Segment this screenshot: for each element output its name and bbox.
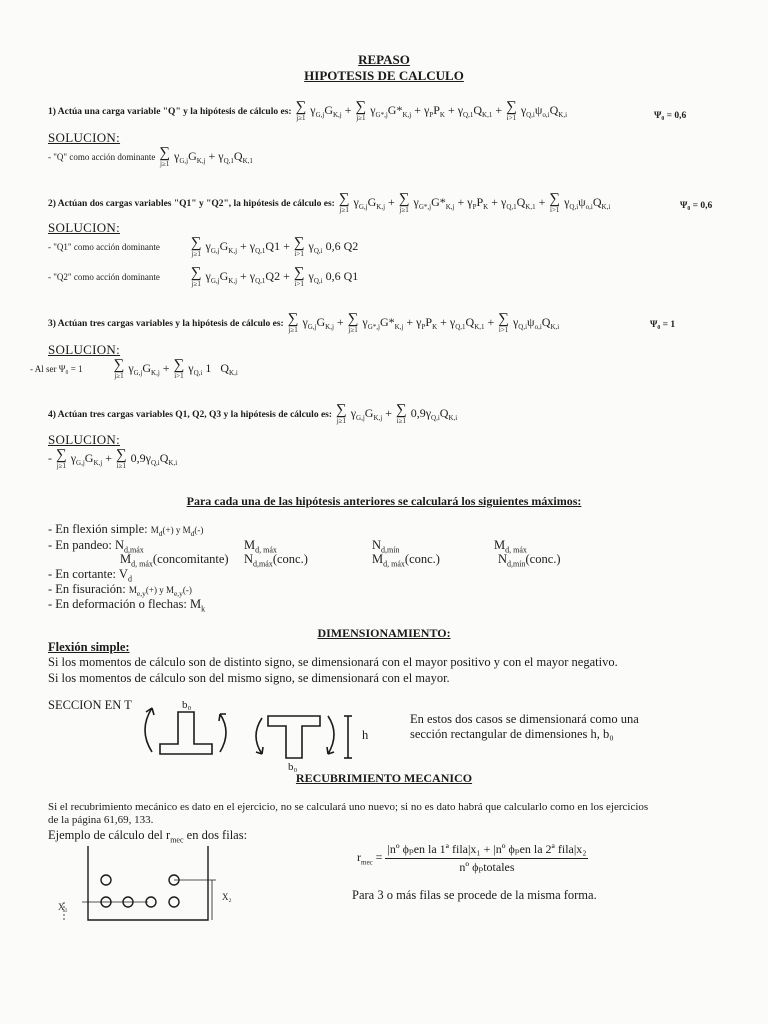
q2-psi: Ψ₀ = 0,6 xyxy=(680,201,713,211)
pandeo-label: - En pandeo: xyxy=(48,538,112,552)
q3-text: 3) Actúan tres cargas variables y la hipótesis de cálculo es: xyxy=(48,318,284,329)
pandeo-col3: $N_{d,mín}$ xyxy=(372,538,400,555)
q3-case-label: - Al ser Ψ₀ = 1 xyxy=(30,363,83,374)
pandeo-row2-col1: $M_{d, máx}(concomitante)$ xyxy=(120,552,229,569)
page-title: REPASO xyxy=(358,52,410,67)
maxima-heading: Para cada una de las hipótesis anteriores se calculará los siguientes máximos: xyxy=(186,494,582,508)
q3-case-row: - Al ser Ψ₀ = 1 ∑ j≥1 $\gamma_{G,j}G_{K,j}$ + ∑ i>1 $\gamma_{Q,i}$ 1 $Q_{K,i}$ xyxy=(30,357,238,380)
flexion-simple-subheading: Flexión simple: xyxy=(48,640,130,654)
q2-case2-label: - "Q2" como acción dominante xyxy=(48,271,160,282)
pandeo-row2-col4: $N_{d,mín}(conc.)$ xyxy=(498,552,561,569)
dimensionamiento-heading: DIMENSIONAMIENTO: xyxy=(317,626,451,640)
pandeo-row2-col2: $N_{d,máx}(conc.)$ xyxy=(244,552,308,569)
b0-bottom-label: b₀ xyxy=(288,761,298,773)
fisuracion-label: - En fisuración: xyxy=(48,582,126,596)
dim-line1: Si los momentos de cálculo son de distinto signo, se dimensionará con el mayor positivo y con el mayor negativo. xyxy=(48,655,618,669)
pandeo-col2: $M_{d, máx}$ xyxy=(244,538,277,555)
dim-line2: Si los momentos de cálculo son del mismo signo, se dimensionará con el mayor. xyxy=(48,671,450,685)
cortante-label: - En cortante: xyxy=(48,567,117,581)
dim-note1: En estos dos casos se dimensionará como una xyxy=(410,712,639,726)
x1-label: X₁ xyxy=(58,902,68,912)
q1-text: 1) Actúa una carga variable "Q" y la hipótesis de cálculo es: xyxy=(48,106,292,117)
q2-case1-row: - "Q1" como acción dominante ∑ j≥1 $\gamma_{G,j}G_{K,j} + \gamma_{Q,1}Q1$ + ∑ i>1 $\gamma_{Q,i}$ 0,6 Q2 xyxy=(48,235,359,258)
pandeo-col4: $M_{d, máx}$ xyxy=(494,538,527,555)
rmec-numerator: |nº ϕₚen la 1ª fila|x₁ + |nº ϕₚen la 2ª fila|x₂ xyxy=(385,842,588,859)
q1-case-label: - "Q" como acción dominante xyxy=(48,151,156,162)
q2-case1-label: - "Q1" como acción dominante xyxy=(48,241,160,252)
page-subtitle: HIPOTESIS DE CALCULO xyxy=(304,68,464,83)
q2-text: 2) Actúan dos cargas variables "Q1" y "Q2", la hipótesis de cálculo es: xyxy=(48,198,335,209)
dim-note2: sección rectangular de dimensiones h, b₀ xyxy=(410,727,614,741)
deformacion-row: - En deformación o flechas: $M_k$ xyxy=(48,597,206,614)
q1-case-row: - "Q" como acción dominante ∑ j≥1 $\gamma_{G,j}G_{K,j} + \gamma_{Q,1}Q_{K,1}$ xyxy=(48,145,253,168)
rebar-section-diagram xyxy=(56,842,246,928)
q3-row: 3) Actúan tres cargas variables y la hipótesis de cálculo es: ∑ j≥1 $\gamma_{G,j}G_{K,j}$ + ∑ j≥1 $\gamma_{G*,j}G*_{K,j} + \gamma_PP_K + \gamma_{Q,1}Q_{K,1}$ + ∑ i>1 $\gamma_{Q,i}\psi_{o,i}Q_{K,i}$ xyxy=(48,311,560,334)
q2-solution-label: SOLUCION: xyxy=(48,220,121,235)
seccion-t-label: SECCION EN T xyxy=(48,698,132,712)
q4-row: 4) Actúan tres cargas variables Q1, Q2, Q3 y la hipótesis de cálculo es: ∑ j≥1 $\gamma_{G,j}G_{K,j}$ + ∑ i≥1 $0,9\gamma_{Q,i}Q_{K,i}$ xyxy=(48,402,458,425)
rmec-denominator: nº ϕₚtotales xyxy=(459,860,515,874)
b0-top-label: b₀ xyxy=(182,699,192,711)
q2-case2-row: - "Q2" como acción dominante ∑ j≥1 $\gamma_{G,j}G_{K,j} + \gamma_{Q,1}Q2$ + ∑ i>1 $\gamma_{Q,i}$ 0,6 Q1 xyxy=(48,265,359,288)
t-section-diagram xyxy=(130,699,370,773)
h-label: h xyxy=(362,728,369,742)
flexion-row: - En flexión simple: $M_d(+)$ y $M_d(-)$ xyxy=(48,522,204,538)
pandeo-row2-col3: $M_{d, máx}(conc.)$ xyxy=(372,552,440,569)
pandeo-row: - En pandeo: $N_{d,máx}$ xyxy=(48,538,144,555)
rec-note: Para 3 o más filas se procede de la misma forma. xyxy=(352,888,597,902)
q2-row: 2) Actúan dos cargas variables "Q1" y "Q2", la hipótesis de cálculo es: ∑ j≥1 $\gamma_{G,j}G_{K,j}$ + ∑ j≥1 $\gamma_{G*,j}G*_{K,j} + \gamma_PP_K + \gamma_{Q,1}Q_{K,1}$ + ∑ i>1 $\gamma_{Q,i}\psi_{o,i}Q_{K,i}$ xyxy=(48,191,611,214)
rec-example-tail: en dos filas: xyxy=(183,828,248,842)
q4-text: 4) Actúan tres cargas variables Q1, Q2, Q3 y la hipótesis de cálculo es: xyxy=(48,409,333,420)
fisuracion-row: - En fisuración: $M_{e,y}(+)$ y $M_{e,y}(-)$ xyxy=(48,582,192,598)
rec-example: Ejemplo de cálculo del $r_{mec}$ en dos filas: xyxy=(48,828,248,845)
q4-solution-label: SOLUCION: xyxy=(48,432,121,447)
rec-example-text: Ejemplo de cálculo del r xyxy=(48,828,171,842)
q4-solution-row: - ∑ j≥1 $\gamma_{G,j}G_{K,j}$ + ∑ i≥1 $0,9\gamma_{Q,i}Q_{K,i}$ xyxy=(48,447,178,470)
recubrimiento-heading: RECUBRIMIENTO MECANICO xyxy=(295,771,473,785)
rec-line2: de la página 61,69, 133. xyxy=(48,814,154,826)
q3-psi: Ψ₀ = 1 xyxy=(650,320,676,330)
rmec-formula: $r_{mec}$ = $\frac{\text{|nº ϕₚen la 1ª fila|x₁ + |nº ϕₚen la 2ª fila|x₂}}{\text{nº ϕₚtotales}}$ xyxy=(357,842,587,874)
rec-line1: Si el recubrimiento mecánico es dato en el ejercicio, no se calculará uno nuevo; si no es dato habrá que calcularlo como en los ejercicios xyxy=(48,801,649,813)
q1-row: 1) Actúa una carga variable "Q" y la hipótesis de cálculo es: ∑ j≥1 $\gamma_{G,j}G_{K,j}$ + ∑ j≥1 $\gamma_{G*,j}G*_{K,j} + \gamma_PP_K + \gamma_{Q,1}Q_{K,1}$ + ∑ i>1 $\gamma_{Q,i}\psi_{o,i}Q_{K,i}$ xyxy=(48,99,568,122)
q1-psi: Ψ₀ = 0,6 xyxy=(654,111,687,121)
q3-solution-label: SOLUCION: xyxy=(48,342,121,357)
x2-label: X₂ xyxy=(222,892,232,902)
flexion-label: - En flexión simple: xyxy=(48,522,148,536)
cortante-row: - En cortante: $V_d$ xyxy=(48,567,132,584)
deformacion-label: - En deformación o flechas: xyxy=(48,597,187,611)
q1-solution-label: SOLUCION: xyxy=(48,130,121,145)
